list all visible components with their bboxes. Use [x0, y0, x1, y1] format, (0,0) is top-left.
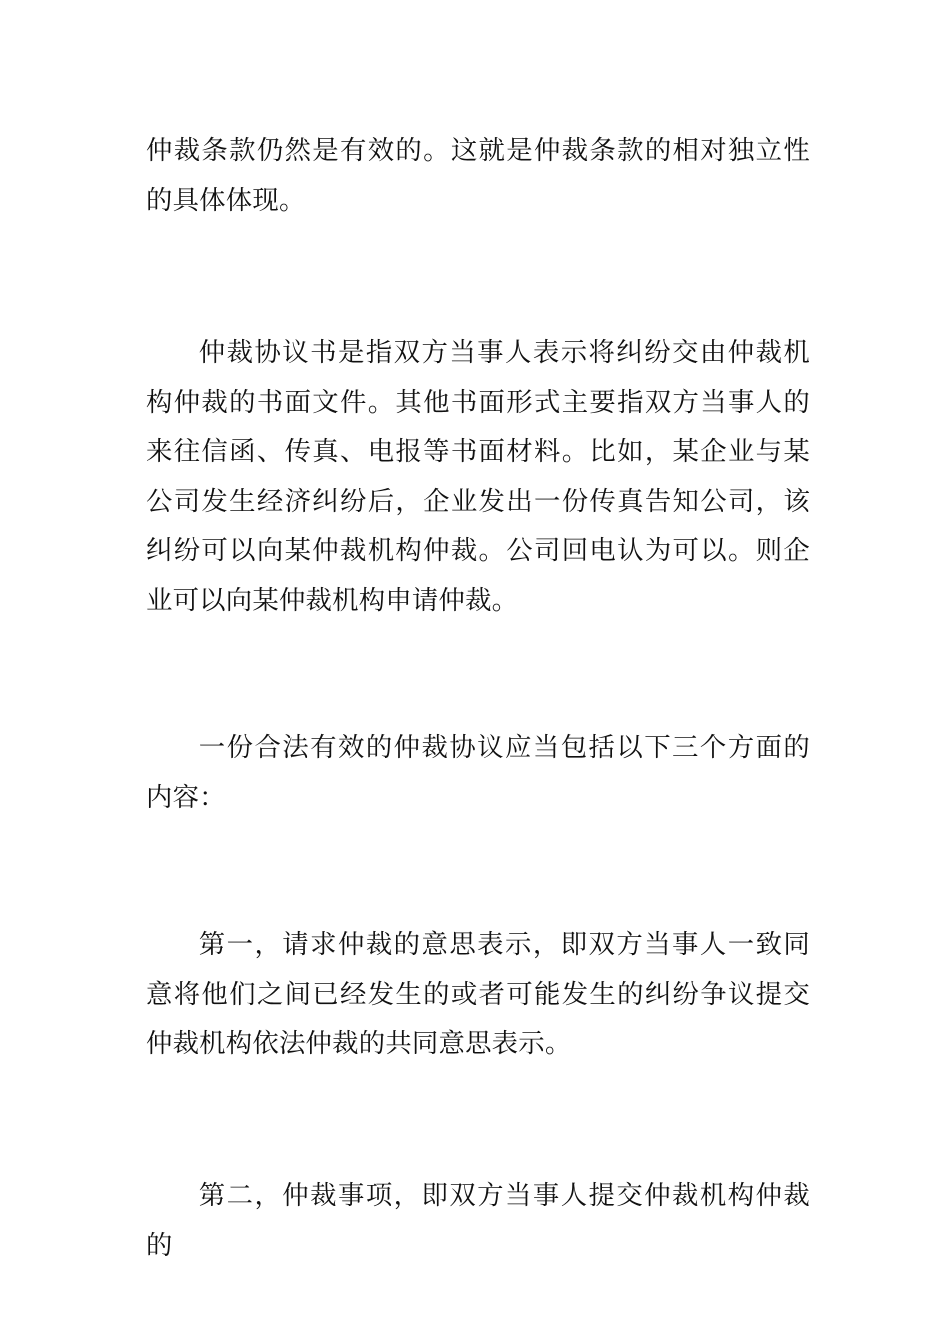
- paragraph-first-point: 第一，请求仲裁的意思表示，即双方当事人一致同意将他们之间已经发生的或者可能发生的纠纷争议提交仲裁机构依法仲裁的共同意思表示。: [146, 929, 810, 1059]
- paragraph-arbitration-agreement-definition: 仲裁协议书是指双方当事人表示将纠纷交由仲裁机构仲裁的书面文件。其他书面形式主要指双方当事人的来往信函、传真、电报等书面材料。比如，某企业与某公司发生经济纠纷后，企业发出一份传真告知公司，该纠纷可以向某仲裁机构仲裁。公司回电认为可以。则企业可以向某仲裁机构申请仲裁。: [146, 337, 810, 616]
- paragraph-second-point: 第二，仲裁事项，即双方当事人提交仲裁机构仲裁的: [146, 1180, 810, 1261]
- paragraph-agreement-contents-intro: 一份合法有效的仲裁协议应当包括以下三个方面的内容：: [146, 732, 810, 813]
- paragraph-arbitration-clause-independence: 仲裁条款仍然是有效的。这就是仲裁条款的相对独立性的具体体现。: [146, 135, 810, 216]
